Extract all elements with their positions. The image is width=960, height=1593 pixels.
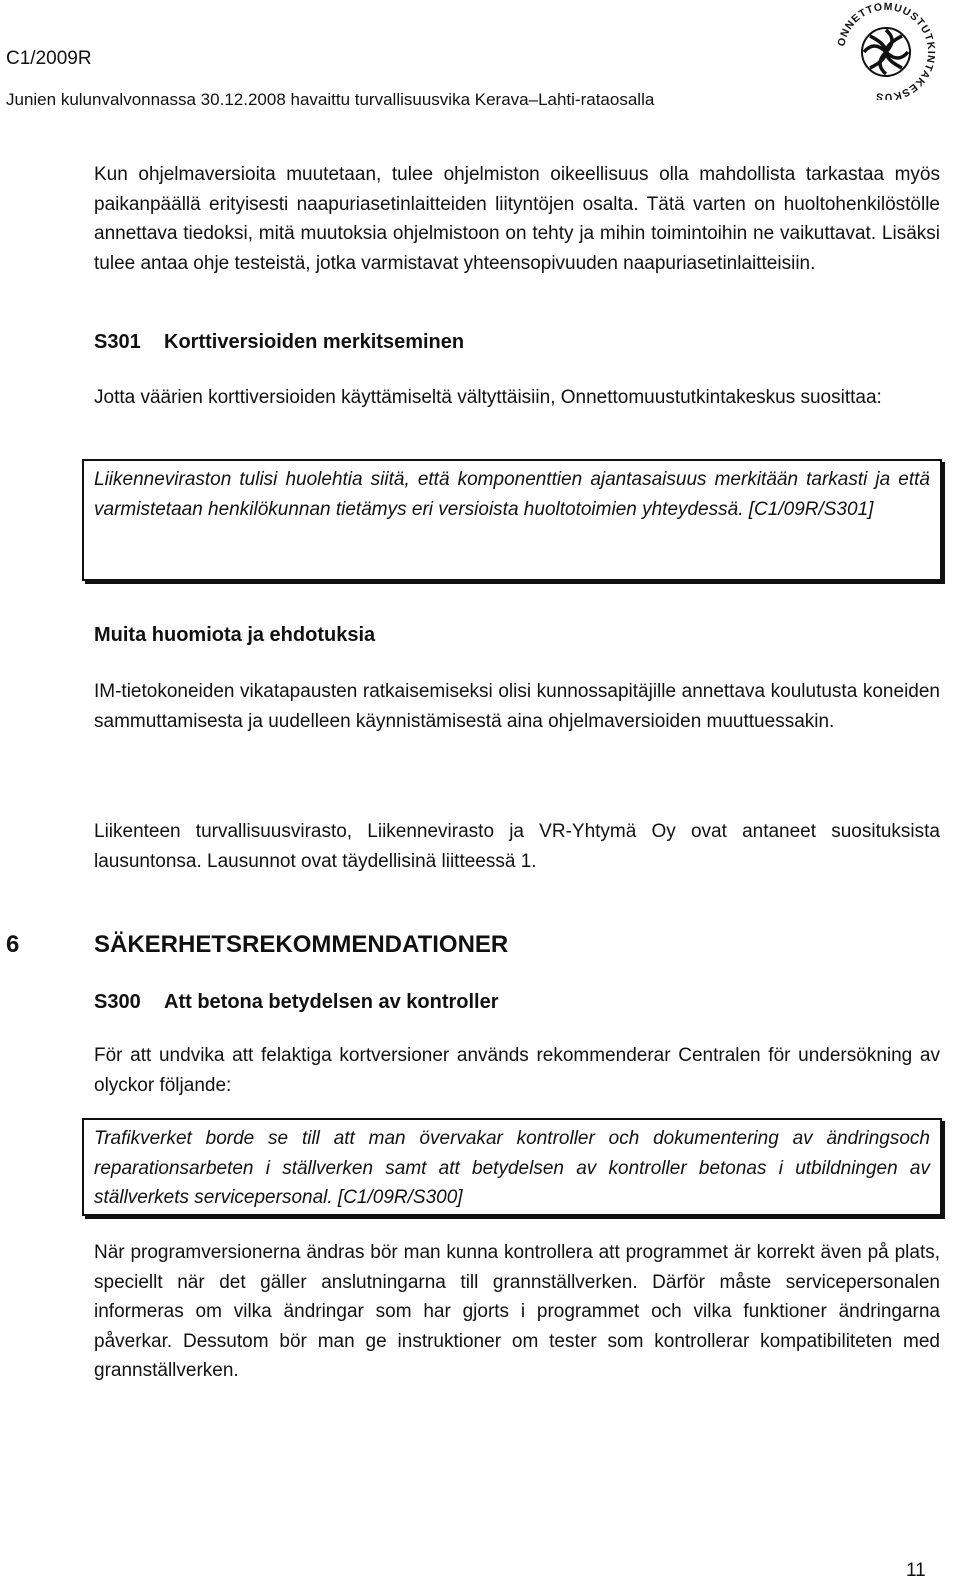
rec-s301-title: Korttiversioiden merkitseminen [164,331,465,353]
report-code: C1/2009R [6,48,92,69]
rec-s300-box-text: Trafikverket borde se till att man övervakar kontroller och dokumentering av ändringsoch reparationsarbeten i ställverken samt att betydelsen av kontroller betonas i utbildningen av ställverkets servicepersonal. [C1/09R/S300] [94,1128,930,1208]
rec-s300-intro: För att undvika att felaktiga kortversioner används rekommenderar Centralen för undersökning av olyckor följande: [94,1045,940,1096]
rec-s301-heading [94,328,940,358]
chapter-number: 6 [6,931,20,958]
rec-s300-title: Att betona betydelsen av kontroller [164,991,499,1013]
logo-text: ONNETTOMUUSTUTKINTAKESKUS [835,0,938,100]
rec-s301-box-text: Liikenneviraston tulisi huolehtia siitä, että komponenttien ajantasaisuus merkitään tarkasti ja että varmistetaan henkilökunnan tietämys eri versioista huoltotoimien yhteydessä. [C1/09R/S301] [94,469,930,520]
chapter-title: SÄKERHETSREKOMMENDATIONER [94,931,509,958]
intro-paragraph: Kun ohjelmaversioita muutetaan, tulee ohjelmiston oikeellisuus olla mahdollista tarkastaa myös paikanpäällä erityisesti naapuriasetinlaitteiden liityntöjen osalta. Tätä varten on huoltohenkilöstölle annettava tiedoksi, mitä muutoksia ohjelmistoon on tehty ja mihin toimintoihin ne vaikuttavat. Lisäksi tulee antaa ohje testeistä, jotka varmistavat yhteensopivuuden naapuriasetinlaitteisiin. [94,164,940,274]
rec-s300-heading [94,988,940,1018]
rec-s300-box [82,1118,942,1216]
rec-s301-code: S301 [94,331,141,353]
rec-s301-intro: Jotta väärien korttiversioiden käyttämiseltä vältyttäisiin, Onnettomuustutkintakeskus suosittaa: [94,387,882,408]
otk-logo [826,0,944,100]
page-number: 11 [906,1560,926,1581]
rec-s300-code: S300 [94,991,141,1013]
other-remarks-paragraph-2: Liikenteen turvallisuusvirasto, Liikennevirasto ja VR-Yhtymä Oy ovat antaneet suosituksista lausuntonsa. Lausunnot ovat täydellisinä liitteessä 1. [94,821,940,872]
rec-s301-box [82,459,942,581]
report-title: Junien kulunvalvonnassa 30.12.2008 havaittu turvallisuusvika Kerava–Lahti-rataosalla [6,90,655,109]
other-remarks-paragraph-1: IM-tietokoneiden vikatapausten ratkaisemiseksi olisi kunnossapitäjille annettava koulutusta koneiden sammuttamisesta ja uudelleen käynnistämisestä aina ohjelmaversioiden muuttuessakin. [94,681,940,732]
closing-paragraph: När programversionerna ändras bör man kunna kontrollera att programmet är korrekt även på plats, speciellt när det gäller anslutningarna till grannställverken. Därför måste servicepersonalen informeras om vilka ändringar som har gjorts i programmet och vilka funktioner ändringarna påverkar. Dessutom bör man ge instruktioner om tester som kontrollerar kompatibiliteten med grannställverken. [94,1242,940,1381]
other-remarks-heading: Muita huomiota ja ehdotuksia [94,624,376,646]
